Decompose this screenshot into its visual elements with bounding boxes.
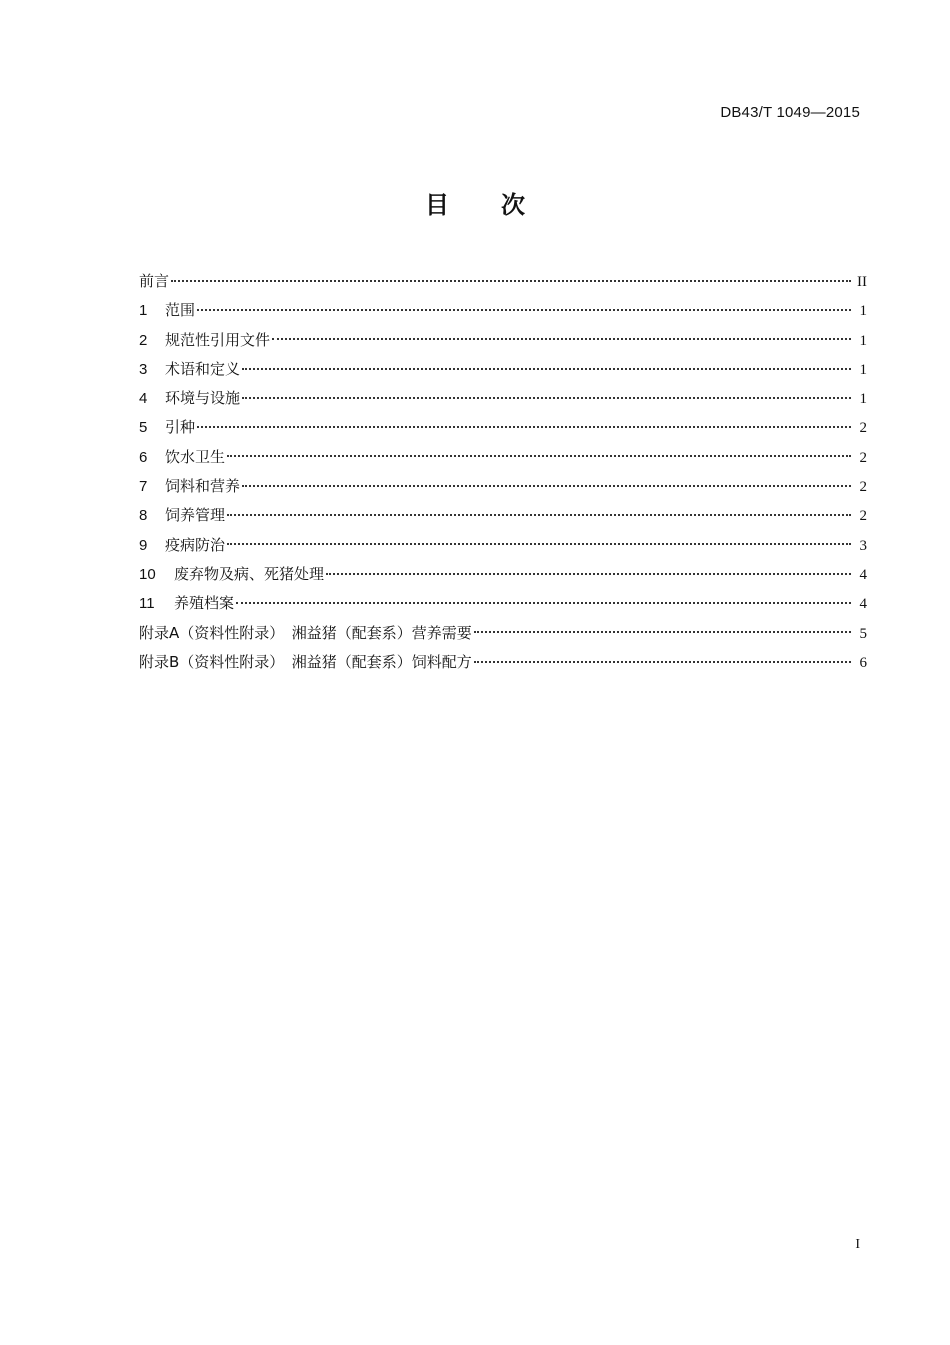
toc-entry-number: 3 — [139, 360, 148, 378]
toc-entry-label: 附录A（资料性附录） 湘益猪（配套系）营养需要 — [139, 623, 472, 642]
toc-entry-page: 1 — [859, 303, 867, 320]
table-of-contents — [139, 270, 867, 680]
toc-entry-page: 2 — [859, 449, 867, 466]
toc-entry-label: 饲料和营养 — [165, 477, 241, 496]
toc-entry-page: 1 — [859, 391, 867, 408]
toc-entry-page: 1 — [859, 361, 867, 378]
toc-entry-page: 3 — [859, 537, 867, 554]
toc-entry-number: 4 — [139, 390, 148, 408]
toc-entry-page: 2 — [859, 508, 867, 525]
toc-entry-4[interactable] — [139, 387, 867, 416]
toc-entry-label: 范围 — [165, 301, 196, 320]
toc-dot-leader — [236, 602, 851, 604]
toc-entry-number: 9 — [139, 536, 148, 554]
toc-entry-label: 疫病防治 — [165, 535, 226, 554]
toc-dot-leader — [242, 368, 851, 370]
toc-entry-number: 7 — [139, 478, 148, 496]
toc-entry-label: 饮水卫生 — [165, 447, 226, 466]
toc-entry-6[interactable] — [139, 446, 867, 475]
toc-entry-label: 附录B（资料性附录） 湘益猪（配套系）饲料配方 — [139, 652, 472, 671]
toc-entry-label: 环境与设施 — [165, 389, 241, 408]
document-code: DB43/T 1049—2015 — [720, 104, 860, 121]
toc-entry-label: 规范性引用文件 — [165, 330, 271, 349]
toc-entry-1[interactable] — [139, 299, 867, 328]
toc-entry-label: 前言 — [139, 272, 170, 290]
toc-entry-number: 11 — [139, 595, 155, 613]
toc-dot-leader — [326, 573, 851, 575]
toc-dot-leader — [242, 485, 851, 487]
toc-entry-number: 5 — [139, 419, 148, 437]
toc-entry-11[interactable] — [139, 592, 867, 621]
toc-dot-leader — [171, 280, 851, 282]
toc-entry-label: 废弃物及病、死猪处理 — [174, 564, 325, 583]
toc-entry-page: II — [857, 274, 867, 290]
toc-entry-5[interactable] — [139, 416, 867, 445]
toc-entry-label: 引种 — [165, 418, 196, 437]
toc-entry-appendix-b[interactable] — [139, 651, 867, 680]
toc-entry-8[interactable] — [139, 504, 867, 533]
toc-dot-leader — [242, 397, 851, 399]
toc-title — [0, 185, 950, 220]
toc-entry-number: 10 — [139, 565, 156, 583]
toc-dot-leader — [474, 631, 851, 633]
toc-entry-page: 6 — [859, 654, 867, 671]
toc-entry-number: 8 — [139, 507, 148, 525]
page-number: I — [855, 1237, 860, 1252]
toc-entry-foreword[interactable] — [139, 270, 867, 299]
toc-dot-leader — [474, 661, 851, 663]
toc-entry-number: 1 — [139, 302, 148, 320]
toc-title-char-1: 目 — [425, 191, 449, 219]
toc-dot-leader — [227, 543, 851, 545]
toc-entry-3[interactable] — [139, 358, 867, 387]
toc-entry-label: 养殖档案 — [174, 594, 235, 613]
toc-entry-page: 4 — [859, 596, 867, 613]
toc-entry-page: 2 — [859, 479, 867, 496]
toc-dot-leader — [272, 338, 851, 340]
toc-entry-number: 2 — [139, 331, 148, 349]
toc-dot-leader — [227, 514, 851, 516]
toc-entry-label: 饲养管理 — [165, 506, 226, 525]
toc-entry-appendix-a[interactable] — [139, 622, 867, 651]
toc-dot-leader — [197, 426, 851, 428]
toc-entry-label: 术语和定义 — [165, 359, 241, 378]
toc-dot-leader — [197, 309, 851, 311]
toc-entry-10[interactable] — [139, 563, 867, 592]
toc-title-char-2: 次 — [501, 191, 525, 219]
toc-entry-page: 2 — [859, 420, 867, 437]
toc-entry-number: 6 — [139, 448, 148, 466]
toc-dot-leader — [227, 455, 851, 457]
toc-entry-2[interactable] — [139, 329, 867, 358]
toc-entry-7[interactable] — [139, 475, 867, 504]
toc-entry-page: 1 — [859, 332, 867, 349]
toc-entry-page: 5 — [859, 625, 867, 642]
toc-entry-9[interactable] — [139, 534, 867, 563]
toc-entry-page: 4 — [859, 566, 867, 583]
